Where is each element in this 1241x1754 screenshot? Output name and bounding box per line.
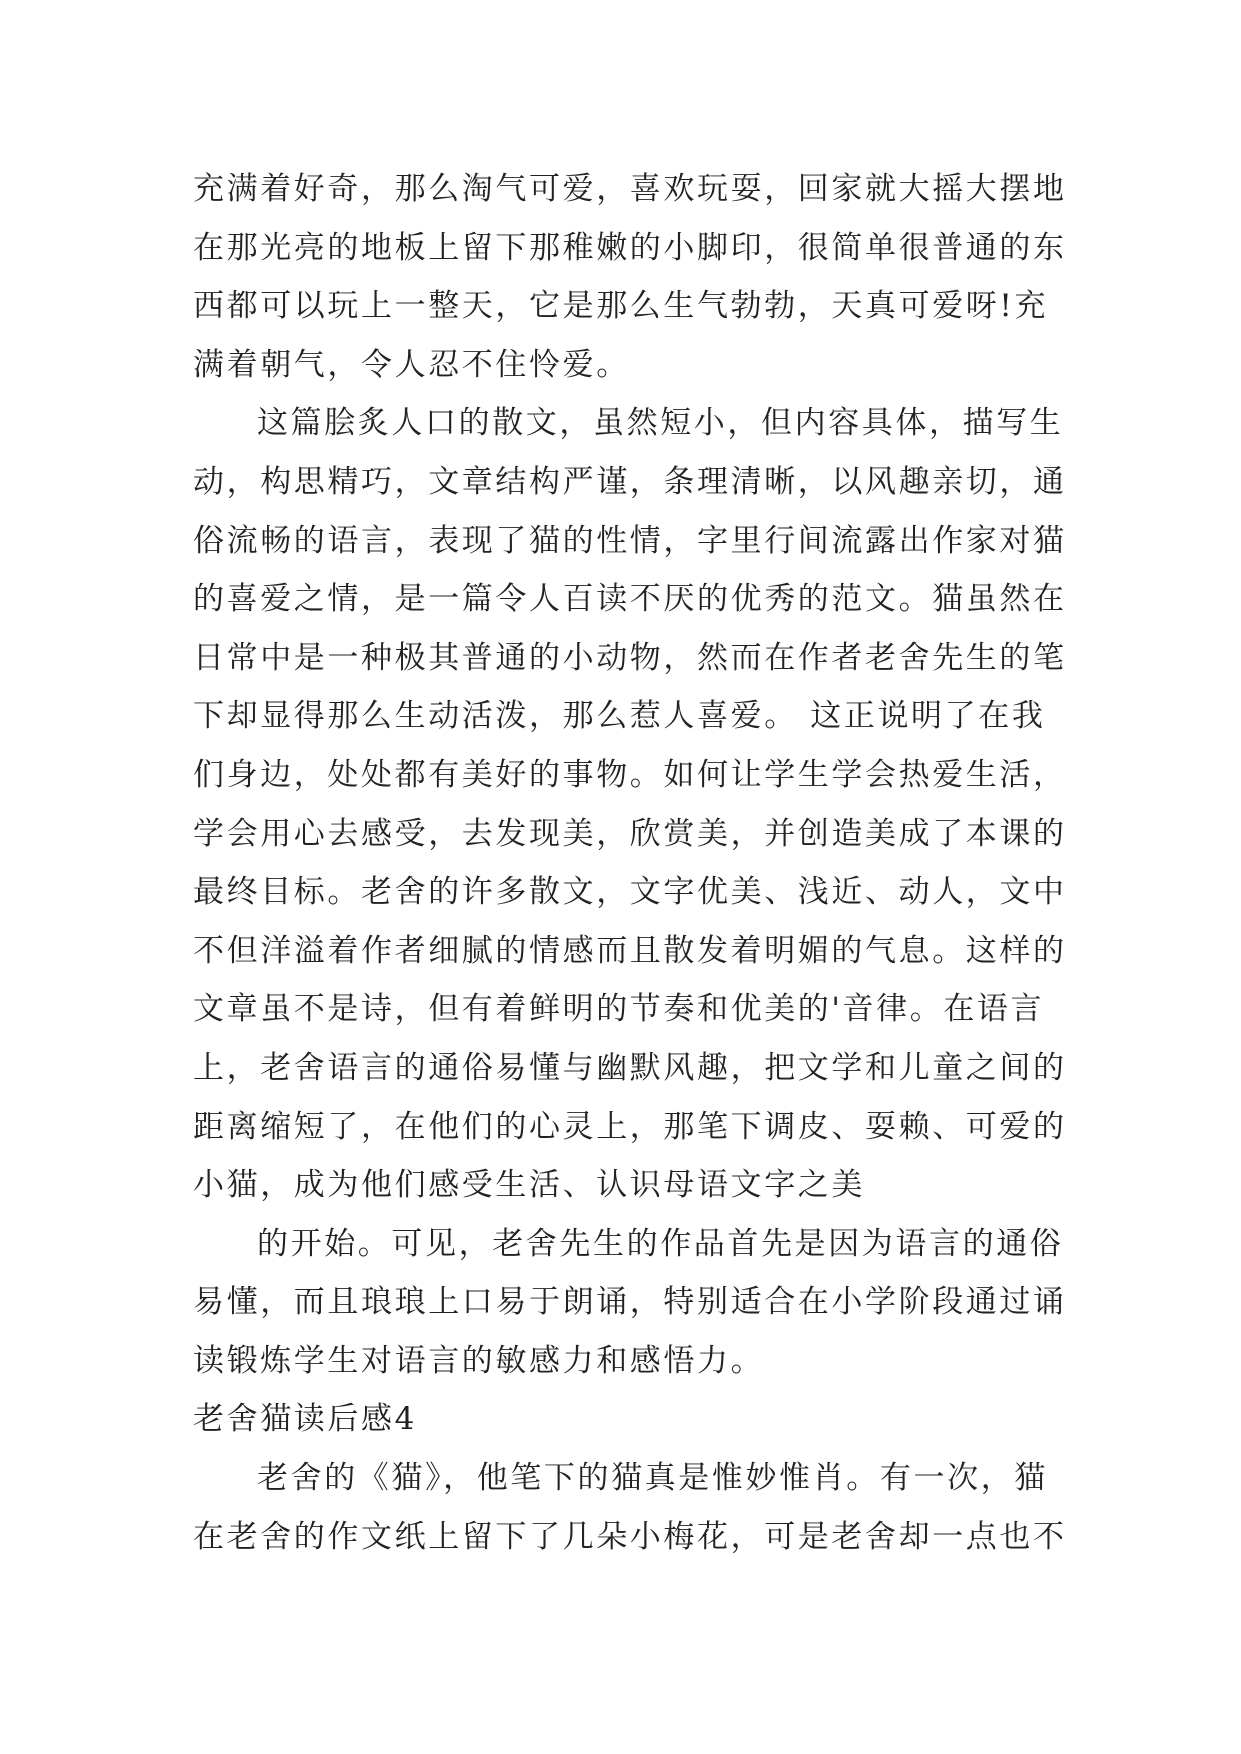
text-line: 们身边，处处都有美好的事物。如何让学生学会热爱生活， bbox=[193, 756, 1067, 793]
text-line: 读锻炼学生对语言的敏感力和感悟力。 bbox=[193, 1342, 765, 1379]
text-line: 小猫，成为他们感受生活、认识母语文字之美 bbox=[193, 1167, 865, 1204]
text-line: 日常中是一种极其普通的小动物，然而在作者老舍先生的笔 bbox=[193, 639, 1067, 676]
text-line: 不但洋溢着作者细腻的情感而且散发着明媚的气息。这样的 bbox=[193, 932, 1067, 969]
text-line: 西都可以玩上一整天，它是那么生气勃勃，天真可爱呀!充 bbox=[193, 288, 1049, 325]
text-line: 这篇脍炙人口的散文，虽然短小，但内容具体，描写生 bbox=[257, 405, 1064, 442]
text-line: 文章虽不是诗，但有着鲜明的节奏和优美的'音律。在语言 bbox=[193, 991, 1045, 1028]
text-line: 在老舍的作文纸上留下了几朵小梅花，可是老舍却一点也不 bbox=[193, 1518, 1067, 1555]
text-line: 距离缩短了，在他们的心灵上，那笔下调皮、耍赖、可爱的 bbox=[193, 1108, 1067, 1145]
text-line: 下却显得那么生动活泼，那么惹人喜爱。 这正说明了在我 bbox=[193, 698, 1046, 735]
text-line: 易懂，而且琅琅上口易于朗诵，特别适合在小学阶段通过诵 bbox=[193, 1284, 1067, 1321]
text-line: 老舍的《猫》，他笔下的猫真是惟妙惟肖。有一次，猫 bbox=[257, 1460, 1048, 1497]
text-line: 俗流畅的语言，表现了猫的性情，字里行间流露出作家对猫 bbox=[193, 522, 1067, 559]
text-line: 最终目标。老舍的许多散文，文字优美、浅近、动人，文中 bbox=[193, 874, 1067, 911]
text-line: 在那光亮的地板上留下那稚嫩的小脚印，很简单很普通的东 bbox=[193, 229, 1067, 266]
text-line: 老舍猫读后感4 bbox=[193, 1401, 417, 1438]
text-line: 上，老舍语言的通俗易懂与幽默风趣，把文学和儿童之间的 bbox=[193, 1049, 1067, 1086]
text-line: 的喜爱之情，是一篇令人百读不厌的优秀的范文。猫虽然在 bbox=[193, 581, 1067, 618]
document-body bbox=[193, 160, 1073, 1566]
text-line: 充满着好奇，那么淘气可爱，喜欢玩耍，回家就大摇大摆地 bbox=[193, 171, 1067, 207]
text-line: 的开始。可见，老舍先生的作品首先是因为语言的通俗 bbox=[257, 1225, 1064, 1262]
text-line: 学会用心去感受，去发现美，欣赏美，并创造美成了本课的 bbox=[193, 815, 1067, 852]
text-line: 动，构思精巧，文章结构严谨，条理清晰，以风趣亲切，通 bbox=[193, 463, 1067, 500]
text-line: 满着朝气，令人忍不住怜爱。 bbox=[193, 346, 630, 383]
